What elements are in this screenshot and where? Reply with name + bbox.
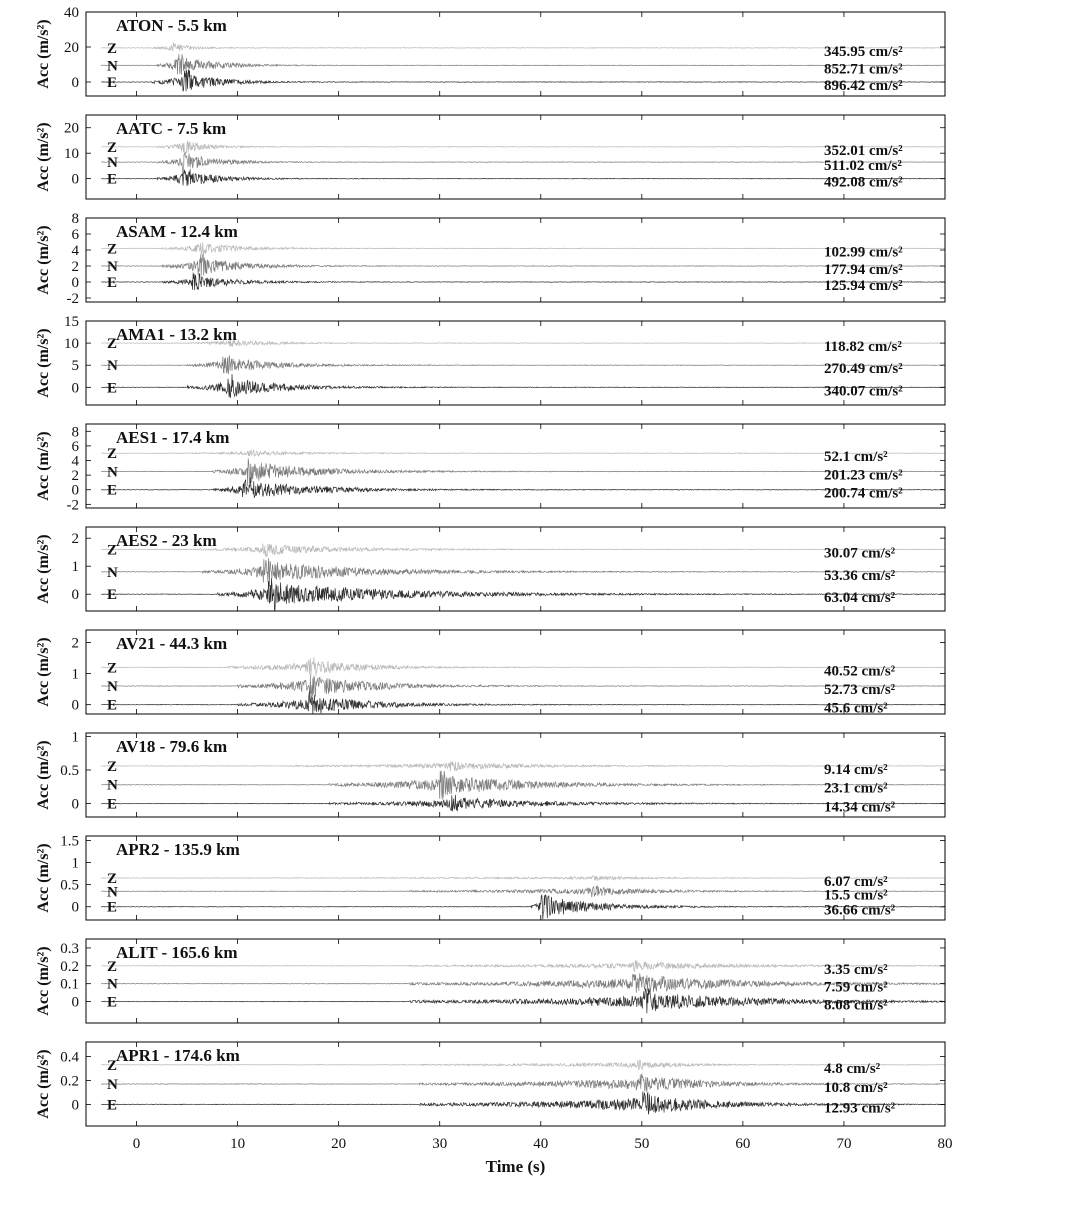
pga-label-n: 15.5 cm/s² bbox=[824, 887, 888, 904]
component-label-z: Z bbox=[107, 758, 118, 775]
station-panel-alit bbox=[35, 939, 945, 1023]
y-tick-label: 20 bbox=[64, 120, 79, 137]
trace-aatc-e bbox=[101, 169, 945, 186]
y-tick-label: 6 bbox=[71, 227, 79, 243]
component-label-z: Z bbox=[107, 40, 118, 57]
trace-ama1-n bbox=[101, 355, 945, 374]
y-tick-label: 0.4 bbox=[60, 1049, 79, 1066]
y-tick-label: 8 bbox=[71, 211, 79, 227]
pga-label-n: 511.02 cm/s² bbox=[824, 158, 902, 175]
pga-label-z: 6.07 cm/s² bbox=[824, 874, 888, 890]
station-panel-aatc bbox=[35, 115, 945, 199]
y-tick-label: 0.5 bbox=[60, 877, 79, 894]
component-label-e: E bbox=[107, 899, 118, 916]
y-tick-label: 0.3 bbox=[60, 940, 79, 957]
component-label-e: E bbox=[107, 482, 118, 499]
component-label-e: E bbox=[107, 994, 118, 1011]
y-tick-label: 0.1 bbox=[60, 976, 79, 993]
trace-apr2-n bbox=[101, 884, 945, 901]
station-title: APR1 - 174.6 km bbox=[116, 1046, 240, 1065]
component-label-n: N bbox=[107, 155, 118, 172]
station-title: AV18 - 79.6 km bbox=[116, 737, 228, 756]
y-tick-label: 0 bbox=[71, 1097, 79, 1114]
y-tick-label: -2 bbox=[66, 291, 79, 307]
y-tick-label: 0 bbox=[71, 275, 79, 291]
component-label-n: N bbox=[107, 259, 118, 275]
trace-aes1-n bbox=[101, 458, 945, 486]
pga-label-n: 201.23 cm/s² bbox=[824, 467, 903, 484]
component-label-e: E bbox=[107, 1097, 118, 1114]
trace-aes2-z bbox=[101, 544, 945, 558]
y-tick-label: 0 bbox=[71, 75, 79, 91]
y-tick-label: 6 bbox=[71, 438, 79, 455]
station-panel-apr1 bbox=[35, 1042, 953, 1176]
x-tick-label: 0 bbox=[132, 1136, 141, 1152]
pga-label-n: 23.1 cm/s² bbox=[824, 780, 888, 797]
y-tick-label: 4 bbox=[71, 243, 79, 259]
station-title: AES1 - 17.4 km bbox=[116, 428, 230, 447]
pga-label-e: 14.34 cm/s² bbox=[824, 799, 896, 816]
y-axis-label: Acc (m/s²) bbox=[35, 946, 52, 1016]
y-axis-label: Acc (m/s²) bbox=[35, 19, 52, 89]
y-tick-label: 40 bbox=[64, 5, 79, 21]
y-axis-label: Acc (m/s²) bbox=[35, 1049, 52, 1119]
component-label-n: N bbox=[107, 358, 118, 375]
y-axis-label: Acc (m/s²) bbox=[35, 328, 52, 398]
pga-label-z: 52.1 cm/s² bbox=[824, 449, 888, 466]
y-axis-label: Acc (m/s²) bbox=[35, 122, 52, 192]
component-label-z: Z bbox=[107, 241, 118, 258]
pga-label-e: 896.42 cm/s² bbox=[824, 78, 903, 94]
trace-apr2-z bbox=[101, 876, 945, 881]
pga-label-n: 852.71 cm/s² bbox=[824, 61, 903, 78]
y-tick-label: 1 bbox=[71, 855, 79, 872]
trace-av18-n bbox=[101, 771, 945, 800]
station-panel-av18 bbox=[35, 729, 945, 817]
trace-av18-z bbox=[101, 761, 945, 771]
y-tick-label: 0 bbox=[71, 796, 79, 813]
y-tick-label: 0 bbox=[71, 482, 79, 499]
pga-label-e: 8.08 cm/s² bbox=[824, 997, 888, 1014]
component-label-e: E bbox=[107, 380, 118, 397]
pga-label-z: 345.95 cm/s² bbox=[824, 43, 903, 60]
y-tick-label: 2 bbox=[71, 531, 79, 548]
station-panel-aton bbox=[35, 5, 945, 96]
x-tick-label: 20 bbox=[331, 1136, 347, 1152]
y-tick-label: 0 bbox=[71, 697, 79, 714]
y-axis-label: Acc (m/s²) bbox=[35, 843, 52, 913]
trace-aatc-z bbox=[101, 141, 945, 154]
y-tick-label: 1.5 bbox=[60, 833, 79, 850]
trace-apr1-e bbox=[101, 1091, 945, 1117]
trace-aes1-z bbox=[101, 450, 945, 457]
station-title: AATC - 7.5 km bbox=[116, 119, 227, 138]
component-label-e: E bbox=[107, 796, 118, 813]
y-tick-label: 10 bbox=[64, 336, 79, 353]
component-label-z: Z bbox=[107, 660, 118, 677]
station-title: APR2 - 135.9 km bbox=[116, 840, 240, 859]
y-tick-label: 4 bbox=[71, 453, 79, 470]
x-tick-label: 60 bbox=[735, 1136, 751, 1152]
station-title: AMA1 - 13.2 km bbox=[116, 325, 237, 344]
y-tick-label: 8 bbox=[71, 424, 79, 441]
component-label-n: N bbox=[107, 679, 118, 695]
pga-label-n: 52.73 cm/s² bbox=[824, 682, 896, 698]
trace-aatc-n bbox=[101, 153, 945, 174]
station-title: ATON - 5.5 km bbox=[116, 16, 227, 35]
pga-label-z: 40.52 cm/s² bbox=[824, 663, 896, 680]
station-panel-apr2 bbox=[35, 833, 945, 920]
component-label-z: Z bbox=[107, 139, 118, 156]
station-panel-aes1 bbox=[35, 424, 945, 513]
y-tick-label: 1 bbox=[71, 729, 79, 746]
y-tick-label: 0.5 bbox=[60, 762, 79, 779]
pga-label-n: 53.36 cm/s² bbox=[824, 567, 896, 584]
component-label-n: N bbox=[107, 58, 118, 75]
y-tick-label: 1 bbox=[71, 559, 79, 576]
y-tick-label: 15 bbox=[64, 314, 79, 330]
y-tick-label: -2 bbox=[66, 497, 79, 514]
trace-asam-n bbox=[101, 254, 945, 276]
trace-aes2-e bbox=[101, 578, 945, 610]
pga-label-z: 3.35 cm/s² bbox=[824, 961, 888, 978]
trace-asam-z bbox=[101, 241, 945, 258]
component-label-e: E bbox=[107, 75, 118, 91]
y-tick-label: 0.2 bbox=[60, 958, 79, 975]
component-label-n: N bbox=[107, 976, 118, 993]
station-panel-ama1 bbox=[35, 314, 945, 405]
pga-label-e: 125.94 cm/s² bbox=[824, 278, 903, 294]
pga-label-z: 4.8 cm/s² bbox=[824, 1060, 881, 1077]
y-axis-label: Acc (m/s²) bbox=[35, 740, 52, 810]
pga-label-e: 200.74 cm/s² bbox=[824, 485, 903, 502]
trace-ama1-e bbox=[101, 374, 945, 400]
trace-aton-e bbox=[101, 69, 945, 91]
component-label-n: N bbox=[107, 464, 118, 481]
pga-label-e: 36.66 cm/s² bbox=[824, 902, 896, 919]
trace-aes1-e bbox=[101, 477, 945, 498]
trace-aton-z bbox=[101, 43, 945, 52]
trace-av21-z bbox=[101, 657, 945, 676]
trace-aton-n bbox=[101, 54, 945, 74]
y-tick-label: 0 bbox=[71, 587, 79, 604]
y-tick-label: 0 bbox=[71, 899, 79, 916]
x-tick-label: 50 bbox=[634, 1136, 650, 1152]
y-tick-label: 2 bbox=[71, 468, 79, 485]
component-label-z: Z bbox=[107, 958, 118, 975]
trace-aes2-n bbox=[101, 558, 945, 586]
component-label-z: Z bbox=[107, 871, 118, 887]
pga-label-n: 7.59 cm/s² bbox=[824, 979, 888, 996]
trace-av21-n bbox=[101, 675, 945, 699]
component-label-e: E bbox=[107, 275, 118, 291]
pga-label-z: 9.14 cm/s² bbox=[824, 761, 888, 778]
pga-label-e: 12.93 cm/s² bbox=[824, 1100, 896, 1117]
trace-alit-e bbox=[101, 988, 945, 1013]
component-label-e: E bbox=[107, 171, 118, 188]
y-tick-label: 0 bbox=[71, 994, 79, 1011]
component-label-n: N bbox=[107, 777, 118, 794]
station-title: ALIT - 165.6 km bbox=[116, 943, 238, 962]
x-tick-label: 40 bbox=[533, 1136, 549, 1152]
y-axis-label: Acc (m/s²) bbox=[35, 637, 52, 707]
station-panel-aes2 bbox=[35, 527, 945, 611]
pga-label-z: 118.82 cm/s² bbox=[824, 339, 902, 356]
station-panel-av21 bbox=[35, 630, 945, 717]
station-title: ASAM - 12.4 km bbox=[116, 222, 238, 241]
component-label-z: Z bbox=[107, 542, 118, 559]
y-tick-label: 1 bbox=[71, 666, 79, 683]
trace-apr2-e bbox=[101, 895, 945, 919]
x-tick-label: 70 bbox=[836, 1136, 852, 1152]
trace-alit-n bbox=[101, 973, 945, 993]
component-label-n: N bbox=[107, 1077, 118, 1093]
component-label-z: Z bbox=[107, 336, 118, 353]
x-tick-label: 30 bbox=[432, 1136, 448, 1152]
y-axis-label: Acc (m/s²) bbox=[35, 431, 52, 501]
y-tick-label: 0 bbox=[71, 380, 79, 397]
component-label-e: E bbox=[107, 697, 118, 714]
y-axis-label: Acc (m/s²) bbox=[35, 534, 52, 604]
x-tick-label: 10 bbox=[230, 1136, 246, 1152]
y-tick-label: 0.2 bbox=[60, 1073, 79, 1090]
trace-av18-e bbox=[101, 795, 945, 811]
station-panel-asam bbox=[35, 211, 945, 307]
x-axis-label: Time (s) bbox=[485, 1157, 546, 1176]
pga-label-e: 492.08 cm/s² bbox=[824, 174, 903, 191]
pga-label-z: 30.07 cm/s² bbox=[824, 545, 896, 562]
component-label-z: Z bbox=[107, 1057, 118, 1074]
pga-label-z: 352.01 cm/s² bbox=[824, 142, 903, 159]
y-tick-label: 0 bbox=[71, 171, 79, 188]
component-label-n: N bbox=[107, 564, 118, 581]
pga-label-n: 270.49 cm/s² bbox=[824, 361, 903, 378]
y-tick-label: 2 bbox=[71, 259, 79, 275]
station-title: AV21 - 44.3 km bbox=[116, 634, 228, 653]
station-title: AES2 - 23 km bbox=[116, 531, 217, 550]
y-tick-label: 20 bbox=[64, 40, 79, 56]
pga-label-n: 177.94 cm/s² bbox=[824, 262, 903, 278]
y-tick-label: 5 bbox=[71, 358, 79, 375]
trace-av21-e bbox=[101, 691, 945, 715]
y-tick-label: 10 bbox=[64, 146, 79, 163]
y-axis-label: Acc (m/s²) bbox=[35, 225, 52, 295]
pga-label-z: 102.99 cm/s² bbox=[824, 244, 903, 261]
pga-label-e: 63.04 cm/s² bbox=[824, 590, 896, 607]
trace-asam-e bbox=[101, 273, 945, 290]
y-tick-label: 2 bbox=[71, 635, 79, 652]
component-label-z: Z bbox=[107, 446, 118, 463]
pga-label-e: 340.07 cm/s² bbox=[824, 383, 903, 400]
pga-label-e: 45.6 cm/s² bbox=[824, 700, 888, 717]
pga-label-n: 10.8 cm/s² bbox=[824, 1080, 888, 1096]
component-label-n: N bbox=[107, 884, 118, 901]
x-tick-label: 80 bbox=[937, 1136, 953, 1152]
trace-alit-z bbox=[101, 960, 945, 971]
component-label-e: E bbox=[107, 587, 118, 604]
trace-apr1-n bbox=[101, 1073, 945, 1092]
